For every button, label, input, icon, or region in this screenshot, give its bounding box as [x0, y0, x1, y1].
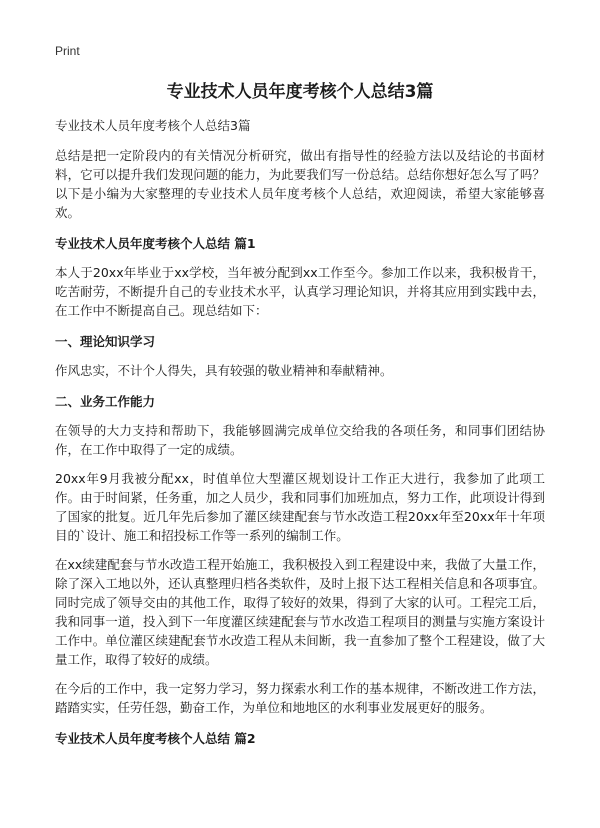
page-title: 专业技术人员年度考核个人总结3篇 — [166, 82, 434, 102]
section-ability-paragraph-4: 在今后的工作中，我一定努力学习，努力探索水利工作的基本规律，不断改进工作方法，踏踏实实，任劳任怨，勤奋工作，为单位和地地区的水利事业发展更好的服务。 — [55, 681, 545, 715]
section-ability-paragraph-3: 在xx续建配套与节水改造工程开始施工，我积极投入到工程建设中来，我做了大量工作，除了深入工地以外，还认真整理归档各类软件，及时上报下达工程相关信息和各项事宜。同时完成了领导交由的其他工作，取得了较好的效果，得到了大家的认可。工程完工后，我和同事一道，投入到下一年度灌区续建配套与节水改造工程项目的测量与实施方案设计工作中。单位灌区续建配套节水改造工程从未间断，我一直参加了整个工程建设，做了大量工作，取得了较好的成绩。 — [55, 557, 545, 667]
print-label: Print — [55, 44, 80, 58]
article-2-heading: 专业技术人员年度考核个人总结 篇2 — [55, 731, 256, 746]
section-ability-paragraph-2: 20xx年9月我被分配xx，时值单位大型灌区规划设计工作正大进行，我参加了此项工作。由于时间紧，任务重，加之人员少，我和同事们加班加点，努力工作，此项设计得到了国家的批复。近几年先后参加了灌区续建配套与节水改造工程20xx年至20xx年十年项目的`设计、施工和招投标工作等一系列的编制工作。 — [55, 471, 545, 543]
intro-paragraph: 总结是把一定阶段内的有关情况分析研究，做出有指导性的经验方法以及结论的书面材料，它可以提升我们发现问题的能力，为此要我们写一份总结。总结你想好怎么写了吗？以下是小编为大家整理的专业技术人员年度考核个人总结，欢迎阅读，希望大家能够喜欢。 — [55, 148, 545, 220]
article-1-paragraph: 本人于20xx年毕业于xx学校，当年被分配到xx工作至今。参加工作以来，我积极肯干，吃苦耐劳，不断提升自己的专业技术水平，认真学习理论知识，并将其应用到实践中去，在工作中不断提高自己。现总结如下： — [55, 265, 545, 318]
document-subtitle: 专业技术人员年度考核个人总结3篇 — [55, 118, 251, 133]
section-theory-paragraph: 作风忠实，不计个人得失，具有较强的敬业精神和奉献精神。 — [55, 363, 393, 378]
article-1-heading: 专业技术人员年度考核个人总结 篇1 — [55, 236, 256, 251]
section-ability-heading: 二、业务工作能力 — [55, 394, 156, 409]
section-ability-paragraph-1: 在领导的大力支持和帮助下，我能够圆满完成单位交给我的各项任务，和同事们团结协作，在工作中取得了一定的成绩。 — [55, 423, 545, 457]
section-theory-heading: 一、理论知识学习 — [55, 334, 156, 349]
